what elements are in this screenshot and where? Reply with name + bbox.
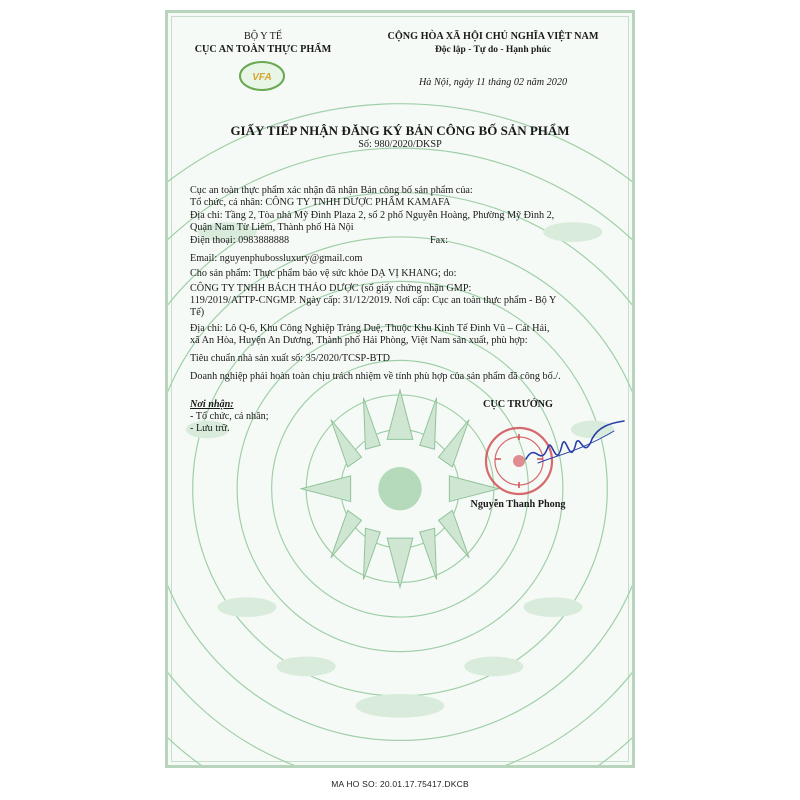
- manufacturer-line-2: 119/2019/ATTP-CNGMP. Ngày cấp: 31/12/2019. Nơi cấp: Cục an toàn thực phẩm - Bộ Y: [190, 295, 557, 306]
- responsibility-statement: Doanh nghiệp phải hoàn toàn chịu trách nhiệm về tính phù hợp của sản phẩm đã công bố./.: [190, 371, 561, 382]
- recipient-item: - Lưu trữ.: [190, 423, 230, 434]
- signature-icon: [518, 411, 628, 481]
- motto: Độc lập - Tự do - Hạnh phúc: [434, 45, 552, 55]
- svg-text:VFA: VFA: [252, 72, 272, 83]
- manufacturer-address-1: Địa chỉ: Lô Q-6, Khu Công Nghiệp Tràng Duệ, Thuộc Khu Kinh Tế Đình Vũ – Cát Hải,: [190, 323, 550, 334]
- document-page: [165, 10, 635, 768]
- phone: Điện thoại: 0983888888: [190, 235, 290, 246]
- intro-text: Cục an toàn thực phẩm xác nhận đã nhận Bản công bố sản phẩm của:: [190, 185, 473, 196]
- country-name: CỘNG HÒA XÃ HỘI CHỦ NGHĨA VIỆT NAM: [387, 31, 599, 42]
- vfa-logo: [238, 59, 286, 93]
- manufacturer-line-3: Tế): [190, 307, 205, 318]
- manufacturer-address-2: xã An Hòa, Huyện An Dương, Thành phố Hải Phòng, Việt Nam sản xuất, phù hợp:: [190, 335, 528, 346]
- document-number: Số: 980/2020/DKSP: [358, 139, 442, 150]
- product-line: Cho sản phẩm: Thực phẩm bảo vệ sức khỏe DẠ VỊ KHANG; do:: [190, 268, 457, 279]
- address-line-2: Quận Nam Từ Liêm, Thành phố Hà Nội: [190, 222, 354, 233]
- signer-role: CỤC TRƯỞNG: [483, 399, 553, 410]
- address-line-1: Địa chỉ: Tầng 2, Tòa nhà Mỹ Đình Plaza 2, số 2 phố Nguyễn Hoàng, Phường Mỹ Đình 2,: [190, 210, 555, 221]
- signer-name: Nguyễn Thanh Phong: [470, 499, 566, 510]
- manufacturer-line-1: CÔNG TY TNHH BÁCH THẢO DƯỢC (số giấy chứng nhận GMP:: [190, 283, 472, 294]
- date-line: Hà Nội, ngày 11 tháng 02 năm 2020: [418, 77, 568, 88]
- email: Email: nguyenphubossluxury@gmail.com: [190, 253, 363, 264]
- document-title: GIẤY TIẾP NHẬN ĐĂNG KÝ BẢN CÔNG BỐ SẢN PHẨM: [230, 123, 570, 138]
- fax: Fax:: [430, 235, 449, 246]
- recipient-item: - Tổ chức, cá nhân;: [190, 411, 269, 422]
- standard-number: Tiêu chuẩn nhà sản xuất số: 35/2020/TCSP-BTD: [190, 353, 390, 364]
- dossier-code: MA HO SO: 20.01.17.75417.DKCB: [331, 779, 469, 789]
- ministry-name: BỘ Y TẾ: [243, 31, 283, 42]
- department-name: CỤC AN TOÀN THỰC PHẨM: [194, 44, 332, 55]
- organization: Tổ chức, cá nhân: CÔNG TY TNHH DƯỢC PHẨM KAMAFA: [190, 197, 451, 208]
- recipients-label: Nơi nhận:: [190, 399, 234, 410]
